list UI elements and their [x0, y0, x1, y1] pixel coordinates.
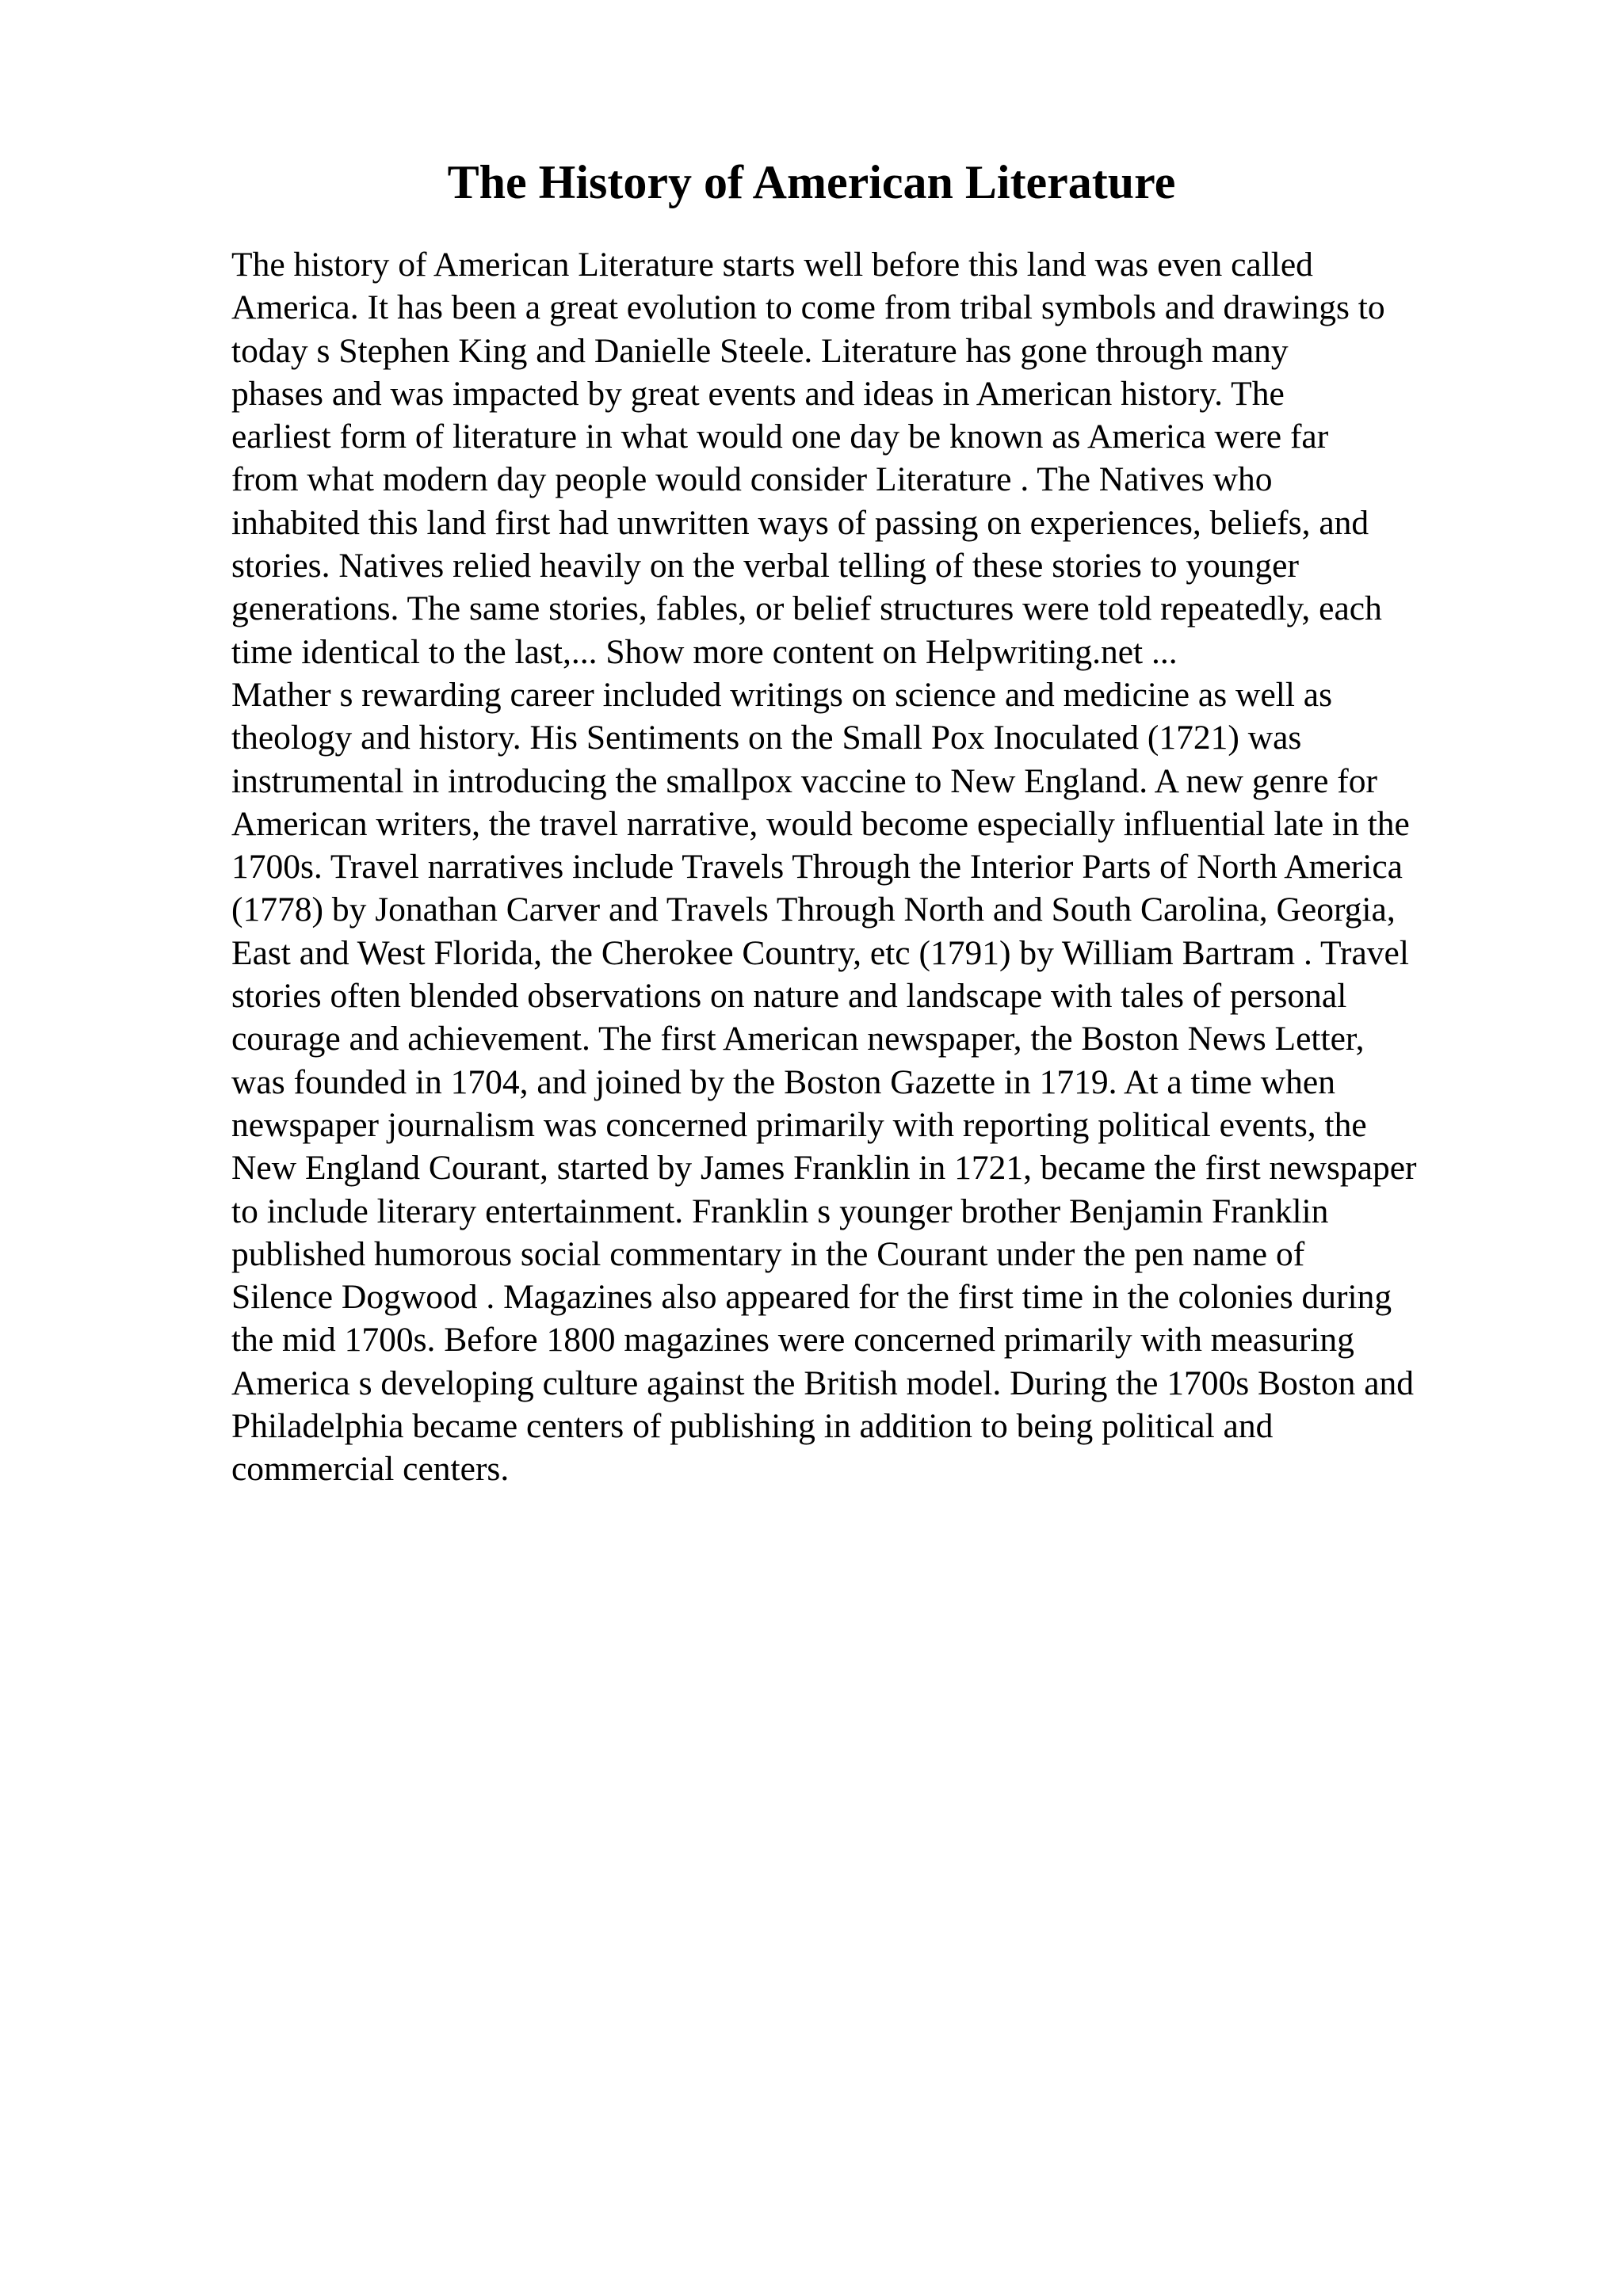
body-line: Philadelphia became centers of publishing in addition to being political and [231, 1407, 1274, 1446]
body-line: 1700s. Travel narratives include Travels Through the Interior Parts of North America [231, 848, 1403, 887]
body-line: stories. Natives relied heavily on the verbal telling of these stories to younger [231, 547, 1299, 585]
body-line: America. It has been a great evolution to come from tribal symbols and drawings to [231, 288, 1385, 327]
body-line: phases and was impacted by great events and ideas in American history. The [231, 374, 1285, 413]
body-line: earliest form of literature in what would one day be known as America were far [231, 418, 1329, 456]
document-title: The History of American Literature [447, 156, 1176, 208]
body-line: commercial centers. [231, 1450, 510, 1489]
body-line: America s developing culture against the British model. During the 1700s Boston and [231, 1363, 1415, 1402]
body-line: stories often blended observations on nature and landscape with tales of personal [231, 977, 1347, 1016]
body-line: instrumental in introducing the smallpox vaccine to New England. A new genre for [231, 761, 1378, 800]
body-line: Mather s rewarding career included writings on science and medicine as well as [231, 675, 1333, 714]
body-line: Silence Dogwood . Magazines also appeared for the first time in the colonies during [231, 1278, 1392, 1317]
body-line: The history of American Literature starts well before this land was even called [231, 246, 1313, 284]
body-line: to include literary entertainment. Franklin s younger brother Benjamin Franklin [231, 1192, 1329, 1230]
document-body [231, 243, 1531, 1491]
body-line: inhabited this land first had unwritten ways of passing on experiences, beliefs, and [231, 503, 1369, 542]
body-line: courage and achievement. The first American newspaper, the Boston News Letter, [231, 1020, 1365, 1058]
body-line: theology and history. His Sentiments on the Small Pox Inoculated (1721) was [231, 719, 1302, 757]
body-line: time identical to the last,... Show more content on Helpwriting.net ... [231, 632, 1178, 671]
body-line: from what modern day people would consider Literature . The Natives who [231, 460, 1273, 499]
body-line: published humorous social commentary in the Courant under the pen name of [231, 1234, 1305, 1273]
body-line: American writers, the travel narrative, would become especially influential late in the [231, 804, 1410, 843]
body-line: was founded in 1704, and joined by the Boston Gazette in 1719. At a time when [231, 1062, 1335, 1101]
body-line: East and West Florida, the Cherokee Country, etc (1791) by William Bartram . Travel [231, 933, 1409, 972]
body-line: today s Stephen King and Danielle Steele. Literature has gone through many [231, 331, 1289, 370]
body-line: (1778) by Jonathan Carver and Travels Through North and South Carolina, Georgia, [231, 891, 1396, 929]
body-line: New England Courant, started by James Franklin in 1721, became the first newspaper [231, 1149, 1417, 1188]
body-line: generations. The same stories, fables, or belief structures were told repeatedly, each [231, 589, 1382, 628]
body-line: the mid 1700s. Before 1800 magazines were concerned primarily with measuring [231, 1321, 1354, 1360]
body-line: newspaper journalism was concerned primarily with reporting political events, the [231, 1105, 1367, 1144]
